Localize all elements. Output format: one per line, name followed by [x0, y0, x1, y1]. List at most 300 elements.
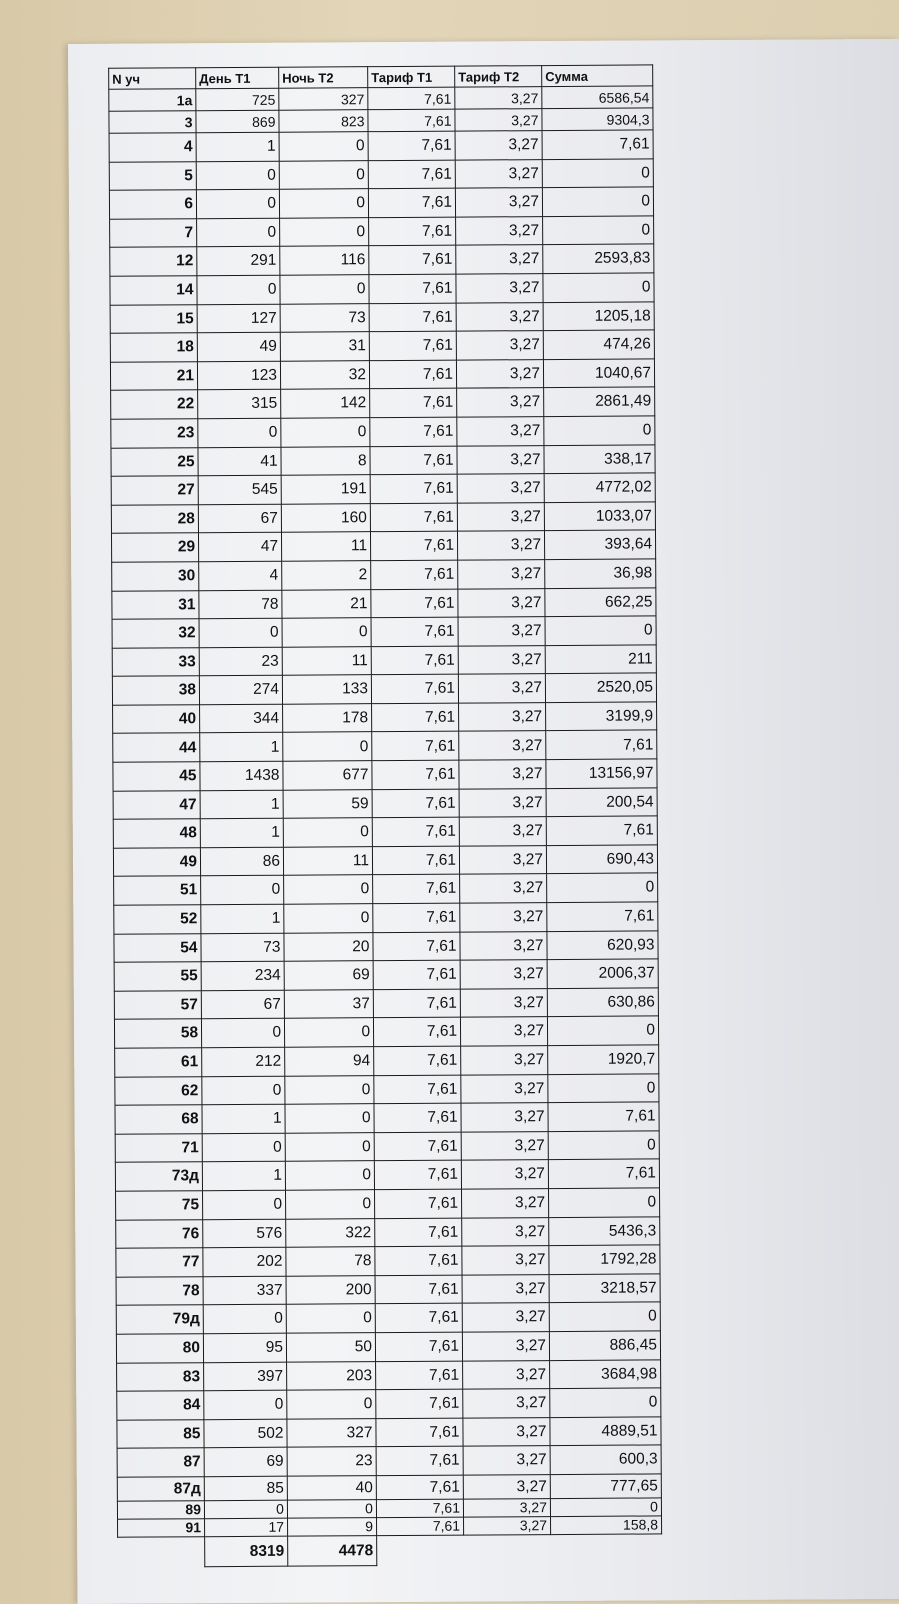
cell-tariff-t2: 3,27 — [461, 1046, 548, 1075]
cell-tariff-t2: 3,27 — [456, 302, 543, 331]
cell-plot-number: 12 — [110, 247, 197, 276]
table-row — [114, 873, 658, 905]
cell-tariff-t2: 3,27 — [459, 817, 546, 846]
cell-day-t1: 127 — [197, 304, 280, 333]
cell-tariff-t1: 7,61 — [372, 760, 459, 789]
cell-tariff-t1: 7,61 — [369, 331, 456, 360]
cell-sum: 1033,07 — [544, 502, 655, 531]
cell-day-t1: 69 — [204, 1448, 287, 1477]
cell-sum: 7,61 — [548, 1159, 659, 1188]
header-plot: N уч — [109, 68, 196, 90]
cell-tariff-t1: 7,61 — [373, 960, 460, 989]
cell-day-t1: 274 — [199, 675, 282, 704]
cell-night-t2: 0 — [287, 1500, 376, 1519]
table-row — [113, 816, 657, 848]
cell-tariff-t1: 7,61 — [372, 732, 459, 761]
cell-plot-number: 23 — [111, 419, 198, 448]
cell-day-t1: 502 — [204, 1419, 287, 1448]
cell-night-t2: 37 — [284, 989, 373, 1018]
cell-night-t2: 0 — [279, 189, 368, 218]
cell-night-t2: 20 — [284, 932, 373, 961]
cell-tariff-t2: 3,27 — [457, 502, 544, 531]
cell-night-t2: 200 — [286, 1275, 375, 1304]
cell-plot-number: 38 — [112, 676, 199, 705]
table-body — [109, 86, 662, 1537]
cell-day-t1: 234 — [201, 961, 284, 990]
cell-sum: 0 — [549, 1302, 660, 1331]
cell-plot-number: 30 — [112, 562, 199, 591]
cell-day-t1: 869 — [196, 110, 279, 133]
cell-tariff-t1: 7,61 — [372, 703, 459, 732]
cell-night-t2: 31 — [280, 332, 369, 361]
cell-sum: 2593,83 — [543, 244, 654, 273]
cell-plot-number: 87д — [117, 1477, 204, 1502]
table-row — [112, 616, 656, 648]
table-row — [112, 673, 656, 705]
cell-plot-number: 87 — [117, 1448, 204, 1477]
cell-day-t1: 212 — [202, 1047, 285, 1076]
cell-night-t2: 0 — [285, 1075, 374, 1104]
cell-sum: 1205,18 — [543, 301, 654, 330]
cell-tariff-t1: 7,61 — [374, 1046, 461, 1075]
cell-tariff-t2: 3,27 — [463, 1446, 550, 1475]
cell-night-t2: 50 — [286, 1333, 375, 1362]
cell-night-t2: 0 — [286, 1304, 375, 1333]
cell-sum: 3199,9 — [546, 702, 657, 731]
cell-tariff-t2: 3,27 — [459, 731, 546, 760]
cell-plot-number: 78 — [116, 1276, 203, 1305]
cell-plot-number: 62 — [115, 1076, 202, 1105]
cell-day-t1: 0 — [197, 275, 280, 304]
table-row — [112, 645, 656, 677]
cell-sum: 620,93 — [547, 931, 658, 960]
cell-sum: 6586,54 — [542, 86, 653, 109]
cell-tariff-t2: 3,27 — [460, 903, 547, 932]
cell-day-t1: 0 — [201, 1019, 284, 1048]
cell-tariff-t2: 3,27 — [460, 1017, 547, 1046]
cell-tariff-t2: 3,27 — [460, 960, 547, 989]
cell-night-t2: 0 — [283, 818, 372, 847]
cell-sum: 690,43 — [546, 845, 657, 874]
cell-night-t2: 677 — [283, 761, 372, 790]
cell-tariff-t1: 7,61 — [376, 1361, 463, 1390]
cell-night-t2: 327 — [279, 88, 368, 111]
cell-plot-number: 29 — [111, 533, 198, 562]
totals-row — [118, 1534, 662, 1567]
cell-night-t2: 9 — [288, 1518, 377, 1537]
cell-night-t2: 32 — [280, 360, 369, 389]
table-row — [113, 730, 657, 762]
table-row — [116, 1331, 660, 1363]
cell-tariff-t1: 7,61 — [372, 817, 459, 846]
cell-sum: 662,25 — [545, 587, 656, 616]
cell-tariff-t1: 7,61 — [376, 1446, 463, 1475]
cell-plot-number: 33 — [112, 647, 199, 676]
cell-sum: 7,61 — [548, 1102, 659, 1131]
cell-tariff-t2: 3,27 — [461, 1131, 548, 1160]
cell-tariff-t2: 3,27 — [458, 560, 545, 589]
cell-tariff-t2: 3,27 — [459, 845, 546, 874]
table-row — [111, 444, 655, 476]
cell-plot-number: 45 — [113, 762, 200, 791]
cell-day-t1: 0 — [203, 1305, 286, 1334]
cell-tariff-t1: 7,61 — [371, 560, 458, 589]
cell-night-t2: 94 — [285, 1047, 374, 1076]
cell-day-t1: 123 — [197, 361, 280, 390]
cell-plot-number: 58 — [114, 1019, 201, 1048]
cell-day-t1: 0 — [196, 189, 279, 218]
header-sum: Сумма — [542, 65, 653, 87]
cell-tariff-t2: 3,27 — [459, 702, 546, 731]
cell-night-t2: 11 — [282, 646, 371, 675]
cell-tariff-t2: 3,27 — [460, 874, 547, 903]
cell-tariff-t2: 3,27 — [462, 1274, 549, 1303]
cell-sum: 393,64 — [544, 530, 655, 559]
header-night-t2: Ночь Т2 — [279, 67, 368, 89]
table-row — [110, 330, 654, 362]
cell-tariff-t1: 7,61 — [374, 1075, 461, 1104]
cell-tariff-t2: 3,27 — [460, 931, 547, 960]
cell-plot-number: 80 — [116, 1334, 203, 1363]
cell-night-t2: 11 — [281, 532, 370, 561]
table-row — [116, 1274, 660, 1306]
table-row — [114, 959, 658, 991]
cell-night-t2: 78 — [286, 1247, 375, 1276]
cell-tariff-t2: 3,27 — [463, 1498, 550, 1517]
cell-night-t2: 8 — [281, 446, 370, 475]
table-row — [115, 1045, 659, 1077]
cell-night-t2: 40 — [287, 1476, 376, 1501]
cell-plot-number: 44 — [113, 733, 200, 762]
cell-sum: 9304,3 — [542, 108, 653, 131]
header-tariff-t1: Тариф Т1 — [368, 66, 455, 88]
cell-tariff-t2: 3,27 — [459, 788, 546, 817]
cell-day-t1: 47 — [198, 533, 281, 562]
cell-tariff-t2: 3,27 — [456, 274, 543, 303]
cell-tariff-t2: 3,27 — [457, 388, 544, 417]
total-day: 8319 — [205, 1536, 288, 1567]
cell-tariff-t2: 3,27 — [464, 1516, 551, 1535]
cell-tariff-t1: 7,61 — [372, 846, 459, 875]
cell-tariff-t1: 7,61 — [377, 1517, 464, 1536]
cell-sum: 7,61 — [542, 130, 653, 159]
cell-tariff-t1: 7,61 — [368, 131, 455, 160]
cell-tariff-t2: 3,27 — [458, 617, 545, 646]
cell-night-t2: 23 — [287, 1447, 376, 1476]
table-row — [113, 845, 657, 877]
cell-night-t2: 0 — [284, 875, 373, 904]
cell-plot-number: 22 — [111, 390, 198, 419]
cell-day-t1: 0 — [203, 1190, 286, 1219]
cell-tariff-t2: 3,27 — [460, 988, 547, 1017]
cell-tariff-t2: 3,27 — [463, 1474, 550, 1499]
table-row — [111, 416, 655, 448]
table-row — [114, 902, 658, 934]
cell-night-t2: 11 — [283, 846, 372, 875]
cell-tariff-t1: 7,61 — [369, 246, 456, 275]
cell-night-t2: 59 — [283, 789, 372, 818]
cell-sum: 13156,97 — [546, 759, 657, 788]
cell-sum: 0 — [550, 1388, 661, 1417]
cell-plot-number: 6 — [109, 190, 196, 219]
cell-sum: 0 — [545, 616, 656, 645]
cell-day-t1: 85 — [204, 1476, 287, 1501]
cell-plot-number: 84 — [117, 1391, 204, 1420]
cell-tariff-t1: 7,61 — [368, 188, 455, 217]
cell-plot-number: 15 — [110, 304, 197, 333]
cell-plot-number: 68 — [115, 1105, 202, 1134]
cell-tariff-t1: 7,61 — [373, 989, 460, 1018]
cell-plot-number: 55 — [114, 962, 201, 991]
cell-day-t1: 0 — [202, 1076, 285, 1105]
cell-day-t1: 0 — [204, 1390, 287, 1419]
cell-plot-number: 18 — [110, 333, 197, 362]
cell-tariff-t1: 7,61 — [369, 274, 456, 303]
table-row — [113, 788, 657, 820]
cell-tariff-t1: 7,61 — [372, 789, 459, 818]
cell-day-t1: 315 — [198, 390, 281, 419]
cell-day-t1: 0 — [198, 418, 281, 447]
cell-night-t2: 0 — [285, 1132, 374, 1161]
table-row — [112, 587, 656, 619]
cell-sum: 886,45 — [549, 1331, 660, 1360]
cell-night-t2: 0 — [279, 160, 368, 189]
cell-tariff-t2: 3,27 — [458, 645, 545, 674]
cell-night-t2: 203 — [287, 1361, 376, 1390]
cell-day-t1: 1438 — [200, 761, 283, 790]
table-row — [115, 1074, 659, 1106]
cell-plot-number: 7 — [110, 218, 197, 247]
cell-night-t2: 0 — [279, 132, 368, 161]
cell-plot-number: 71 — [115, 1133, 202, 1162]
cell-sum: 0 — [549, 1188, 660, 1217]
cell-plot-number: 85 — [117, 1419, 204, 1448]
cell-day-t1: 67 — [198, 504, 281, 533]
cell-day-t1: 41 — [198, 447, 281, 476]
cell-sum: 0 — [543, 273, 654, 302]
cell-day-t1: 86 — [200, 847, 283, 876]
cell-day-t1: 291 — [197, 247, 280, 276]
cell-sum: 0 — [547, 1016, 658, 1045]
table-row — [111, 502, 655, 534]
cell-day-t1: 4 — [199, 561, 282, 590]
cell-tariff-t2: 3,27 — [462, 1246, 549, 1275]
cell-night-t2: 0 — [286, 1190, 375, 1219]
cell-day-t1: 67 — [201, 990, 284, 1019]
cell-tariff-t2: 3,27 — [459, 760, 546, 789]
cell-tariff-t2: 3,27 — [457, 417, 544, 446]
cell-sum: 36,98 — [545, 559, 656, 588]
table-row — [113, 759, 657, 791]
cell-tariff-t1: 7,61 — [368, 87, 455, 110]
table-row — [109, 187, 653, 219]
cell-plot-number: 75 — [116, 1191, 203, 1220]
cell-plot-number: 61 — [115, 1048, 202, 1077]
cell-tariff-t2: 3,27 — [461, 1160, 548, 1189]
cell-plot-number: 49 — [113, 848, 200, 877]
cell-night-t2: 0 — [282, 618, 371, 647]
cell-day-t1: 344 — [200, 704, 283, 733]
table-row — [114, 931, 658, 963]
cell-night-t2: 0 — [280, 275, 369, 304]
cell-sum: 211 — [545, 645, 656, 674]
table-row — [110, 244, 654, 276]
cell-day-t1: 1 — [202, 1104, 285, 1133]
cell-night-t2: 0 — [285, 1161, 374, 1190]
cell-night-t2: 21 — [282, 589, 371, 618]
cell-plot-number: 57 — [114, 991, 201, 1020]
header-tariff-t2: Тариф Т2 — [455, 66, 542, 88]
cell-sum: 1040,67 — [543, 359, 654, 388]
cell-night-t2: 0 — [284, 904, 373, 933]
totals-blank-3 — [377, 1535, 464, 1566]
cell-tariff-t2: 3,27 — [455, 188, 542, 217]
cell-day-t1: 0 — [196, 161, 279, 190]
cell-tariff-t1: 7,61 — [376, 1418, 463, 1447]
cell-sum: 0 — [542, 159, 653, 188]
cell-sum: 2006,37 — [547, 959, 658, 988]
cell-plot-number: 14 — [110, 276, 197, 305]
cell-plot-number: 27 — [111, 476, 198, 505]
cell-day-t1: 49 — [197, 332, 280, 361]
cell-tariff-t1: 7,61 — [371, 646, 458, 675]
cell-tariff-t2: 3,27 — [457, 474, 544, 503]
cell-tariff-t1: 7,61 — [371, 674, 458, 703]
cell-plot-number: 4 — [109, 133, 196, 162]
cell-tariff-t2: 3,27 — [462, 1217, 549, 1246]
cell-plot-number: 31 — [112, 590, 199, 619]
cell-tariff-t2: 3,27 — [455, 87, 542, 110]
table-row — [117, 1417, 661, 1449]
cell-tariff-t2: 3,27 — [456, 359, 543, 388]
cell-day-t1: 0 — [199, 618, 282, 647]
cell-sum: 0 — [547, 873, 658, 902]
cell-plot-number: 32 — [112, 619, 199, 648]
cell-day-t1: 576 — [203, 1219, 286, 1248]
cell-night-t2: 322 — [286, 1218, 375, 1247]
cell-tariff-t1: 7,61 — [375, 1275, 462, 1304]
table-row — [114, 988, 658, 1020]
table-row — [116, 1245, 660, 1277]
table-row — [109, 159, 653, 191]
cell-tariff-t1: 7,61 — [369, 360, 456, 389]
cell-sum: 2861,49 — [544, 387, 655, 416]
cell-day-t1: 95 — [203, 1333, 286, 1362]
cell-tariff-t1: 7,61 — [371, 589, 458, 618]
cell-day-t1: 545 — [198, 475, 281, 504]
cell-night-t2: 116 — [280, 246, 369, 275]
cell-sum: 777,65 — [550, 1474, 661, 1499]
cell-tariff-t2: 3,27 — [461, 1103, 548, 1132]
cell-sum: 5436,3 — [549, 1216, 660, 1245]
cell-plot-number: 1а — [109, 89, 196, 112]
cell-tariff-t1: 7,61 — [376, 1475, 463, 1500]
cell-tariff-t1: 7,61 — [368, 109, 455, 132]
cell-day-t1: 73 — [201, 933, 284, 962]
cell-sum: 3684,98 — [550, 1359, 661, 1388]
cell-plot-number: 28 — [111, 504, 198, 533]
cell-tariff-t2: 3,27 — [457, 445, 544, 474]
cell-tariff-t2: 3,27 — [457, 531, 544, 560]
cell-tariff-t2: 3,27 — [462, 1189, 549, 1218]
cell-tariff-t1: 7,61 — [374, 1132, 461, 1161]
cell-day-t1: 0 — [204, 1500, 287, 1519]
cell-day-t1: 1 — [201, 904, 284, 933]
cell-plot-number: 3 — [109, 111, 196, 134]
cell-day-t1: 1 — [202, 1162, 285, 1191]
cell-day-t1: 0 — [202, 1133, 285, 1162]
cell-night-t2: 133 — [282, 675, 371, 704]
cell-tariff-t1: 7,61 — [370, 417, 457, 446]
table-row — [111, 473, 655, 505]
cell-plot-number: 91 — [118, 1519, 205, 1538]
paper-sheet — [68, 39, 899, 1604]
cell-tariff-t1: 7,61 — [370, 531, 457, 560]
cell-sum: 0 — [548, 1131, 659, 1160]
cell-day-t1: 337 — [203, 1276, 286, 1305]
cell-tariff-t1: 7,61 — [373, 1018, 460, 1047]
table-row — [116, 1216, 660, 1248]
cell-plot-number: 73д — [115, 1162, 202, 1191]
cell-sum: 4889,51 — [550, 1417, 661, 1446]
table-row — [114, 1016, 658, 1048]
cell-day-t1: 17 — [205, 1518, 288, 1537]
cell-tariff-t1: 7,61 — [370, 503, 457, 532]
cell-night-t2: 0 — [280, 217, 369, 246]
table-row — [117, 1474, 661, 1501]
cell-tariff-t2: 3,27 — [455, 109, 542, 132]
cell-day-t1: 23 — [199, 647, 282, 676]
cell-sum: 3218,57 — [549, 1274, 660, 1303]
table-row — [113, 702, 657, 734]
cell-plot-number: 54 — [114, 933, 201, 962]
total-night: 4478 — [288, 1536, 377, 1567]
cell-tariff-t1: 7,61 — [373, 932, 460, 961]
cell-tariff-t1: 7,61 — [371, 617, 458, 646]
cell-tariff-t1: 7,61 — [374, 1160, 461, 1189]
table-row — [115, 1131, 659, 1163]
cell-tariff-t1: 7,61 — [375, 1218, 462, 1247]
cell-tariff-t2: 3,27 — [463, 1389, 550, 1418]
cell-day-t1: 1 — [200, 818, 283, 847]
cell-day-t1: 725 — [196, 88, 279, 111]
cell-tariff-t2: 3,27 — [456, 245, 543, 274]
cell-sum: 0 — [542, 187, 653, 216]
cell-tariff-t2: 3,27 — [462, 1303, 549, 1332]
cell-night-t2: 142 — [281, 389, 370, 418]
table-row — [115, 1102, 659, 1134]
table-row — [110, 359, 654, 391]
header-day-t1: День Т1 — [196, 67, 279, 89]
cell-tariff-t1: 7,61 — [376, 1389, 463, 1418]
cell-tariff-t1: 7,61 — [370, 446, 457, 475]
table-row — [117, 1445, 661, 1477]
cell-tariff-t2: 3,27 — [463, 1360, 550, 1389]
table-row — [116, 1188, 660, 1220]
table-row — [110, 216, 654, 248]
cell-sum: 1920,7 — [548, 1045, 659, 1074]
cell-tariff-t1: 7,61 — [375, 1332, 462, 1361]
cell-sum: 200,54 — [546, 788, 657, 817]
cell-tariff-t2: 3,27 — [456, 216, 543, 245]
cell-sum: 338,17 — [544, 444, 655, 473]
cell-plot-number: 52 — [114, 905, 201, 934]
meter-readings-table — [108, 64, 662, 1567]
cell-plot-number: 25 — [111, 447, 198, 476]
cell-tariff-t2: 3,27 — [463, 1417, 550, 1446]
cell-night-t2: 0 — [285, 1104, 374, 1133]
cell-tariff-t1: 7,61 — [369, 303, 456, 332]
